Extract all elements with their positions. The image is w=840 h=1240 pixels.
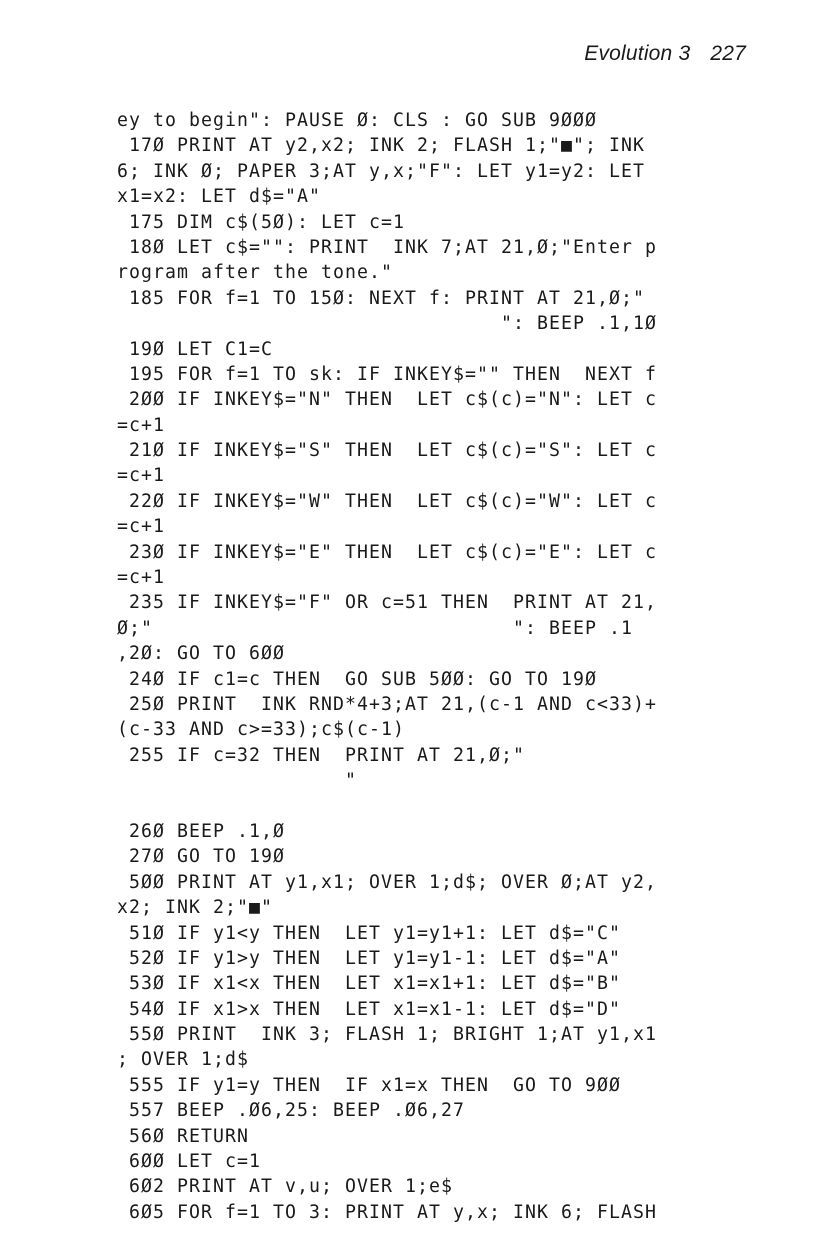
code-line: 23Ø IF INKEY$="E" THEN LET c$(c)="E": LET c xyxy=(117,541,657,563)
code-line: 24Ø IF c1=c THEN GO SUB 5ØØ: GO TO 19Ø xyxy=(117,668,597,690)
code-line: x1=x2: LET d$="A" xyxy=(117,186,321,208)
code-line: 5ØØ PRINT AT y1,x1; OVER 1;d$; OVER Ø;AT y2, xyxy=(117,871,657,893)
code-line: rogram after the tone." xyxy=(117,262,393,284)
code-line: ": BEEP .1,1Ø xyxy=(117,313,657,335)
code-line: 52Ø IF y1>y THEN LET y1=y1-1: LET d$="A" xyxy=(117,947,621,969)
code-line: 54Ø IF x1>x THEN LET x1=x1-1: LET d$="D" xyxy=(117,998,621,1020)
code-line: 17Ø PRINT AT y2,x2; INK 2; FLASH 1;"■"; INK xyxy=(117,135,645,157)
code-line: 6ØØ LET c=1 xyxy=(117,1151,261,1173)
code-line: 51Ø IF y1<y THEN LET y1=y1+1: LET d$="C" xyxy=(117,922,621,944)
code-line: 55Ø PRINT INK 3; FLASH 1; BRIGHT 1;AT y1,x1 xyxy=(117,1024,657,1046)
code-line: 18Ø LET c$="": PRINT INK 7;AT 21,Ø;"Enter p xyxy=(117,236,657,258)
code-line: 6; INK Ø; PAPER 3;AT y,x;"F": LET y1=y2: LET xyxy=(117,160,645,182)
code-line: ; OVER 1;d$ xyxy=(117,1049,249,1071)
code-line: 2ØØ IF INKEY$="N" THEN LET c$(c)="N": LET c xyxy=(117,389,657,411)
running-head xyxy=(584,42,746,66)
code-line: ,2Ø: GO TO 6ØØ xyxy=(117,643,285,665)
code-line: x2; INK 2;"■" xyxy=(117,897,273,919)
code-line: 175 DIM c$(5Ø): LET c=1 xyxy=(117,211,405,233)
code-line: 19Ø LET C1=C xyxy=(117,338,273,360)
code-line: 26Ø BEEP .1,Ø xyxy=(117,820,285,842)
code-line: 25Ø PRINT INK RND*4+3;AT 21,(c-1 AND c<33)+ xyxy=(117,693,657,715)
code-line: 235 IF INKEY$="F" OR c=51 THEN PRINT AT 21, xyxy=(117,592,657,614)
page-number: 227 xyxy=(710,42,746,65)
code-line: 557 BEEP .Ø6,25: BEEP .Ø6,27 xyxy=(117,1100,465,1122)
code-line: 195 FOR f=1 TO sk: IF INKEY$="" THEN NEXT f xyxy=(117,363,657,385)
code-line: 53Ø IF x1<x THEN LET x1=x1+1: LET d$="B" xyxy=(117,973,621,995)
code-line: (c-33 AND c>=33);c$(c-1) xyxy=(117,719,405,741)
code-line: 6Ø2 PRINT AT v,u; OVER 1;e$ xyxy=(117,1176,453,1198)
code-line: 255 IF c=32 THEN PRINT AT 21,Ø;" xyxy=(117,744,525,766)
code-line: 185 FOR f=1 TO 15Ø: NEXT f: PRINT AT 21,Ø;" xyxy=(117,287,645,309)
basic-program-listing xyxy=(117,108,797,1225)
code-line: 6Ø5 FOR f=1 TO 3: PRINT AT y,x; INK 6; FLASH xyxy=(117,1201,657,1223)
code-line: 27Ø GO TO 19Ø xyxy=(117,846,285,868)
code-line: =c+1 xyxy=(117,465,165,487)
code-line: 22Ø IF INKEY$="W" THEN LET c$(c)="W": LET c xyxy=(117,490,657,512)
code-line xyxy=(117,794,797,819)
code-line: 56Ø RETURN xyxy=(117,1125,249,1147)
code-line: =c+1 xyxy=(117,414,165,436)
code-line: ey to begin": PAUSE Ø: CLS : GO SUB 9ØØØ xyxy=(117,110,597,131)
code-line: 555 IF y1=y THEN IF x1=x THEN GO TO 9ØØ xyxy=(117,1074,621,1096)
code-line: =c+1 xyxy=(117,567,165,589)
code-line: " xyxy=(117,770,357,792)
code-line: 21Ø IF INKEY$="S" THEN LET c$(c)="S": LET c xyxy=(117,440,657,462)
code-line: =c+1 xyxy=(117,516,165,538)
book-title: Evolution 3 xyxy=(584,42,691,65)
code-line: Ø;" ": BEEP .1 xyxy=(117,617,633,639)
